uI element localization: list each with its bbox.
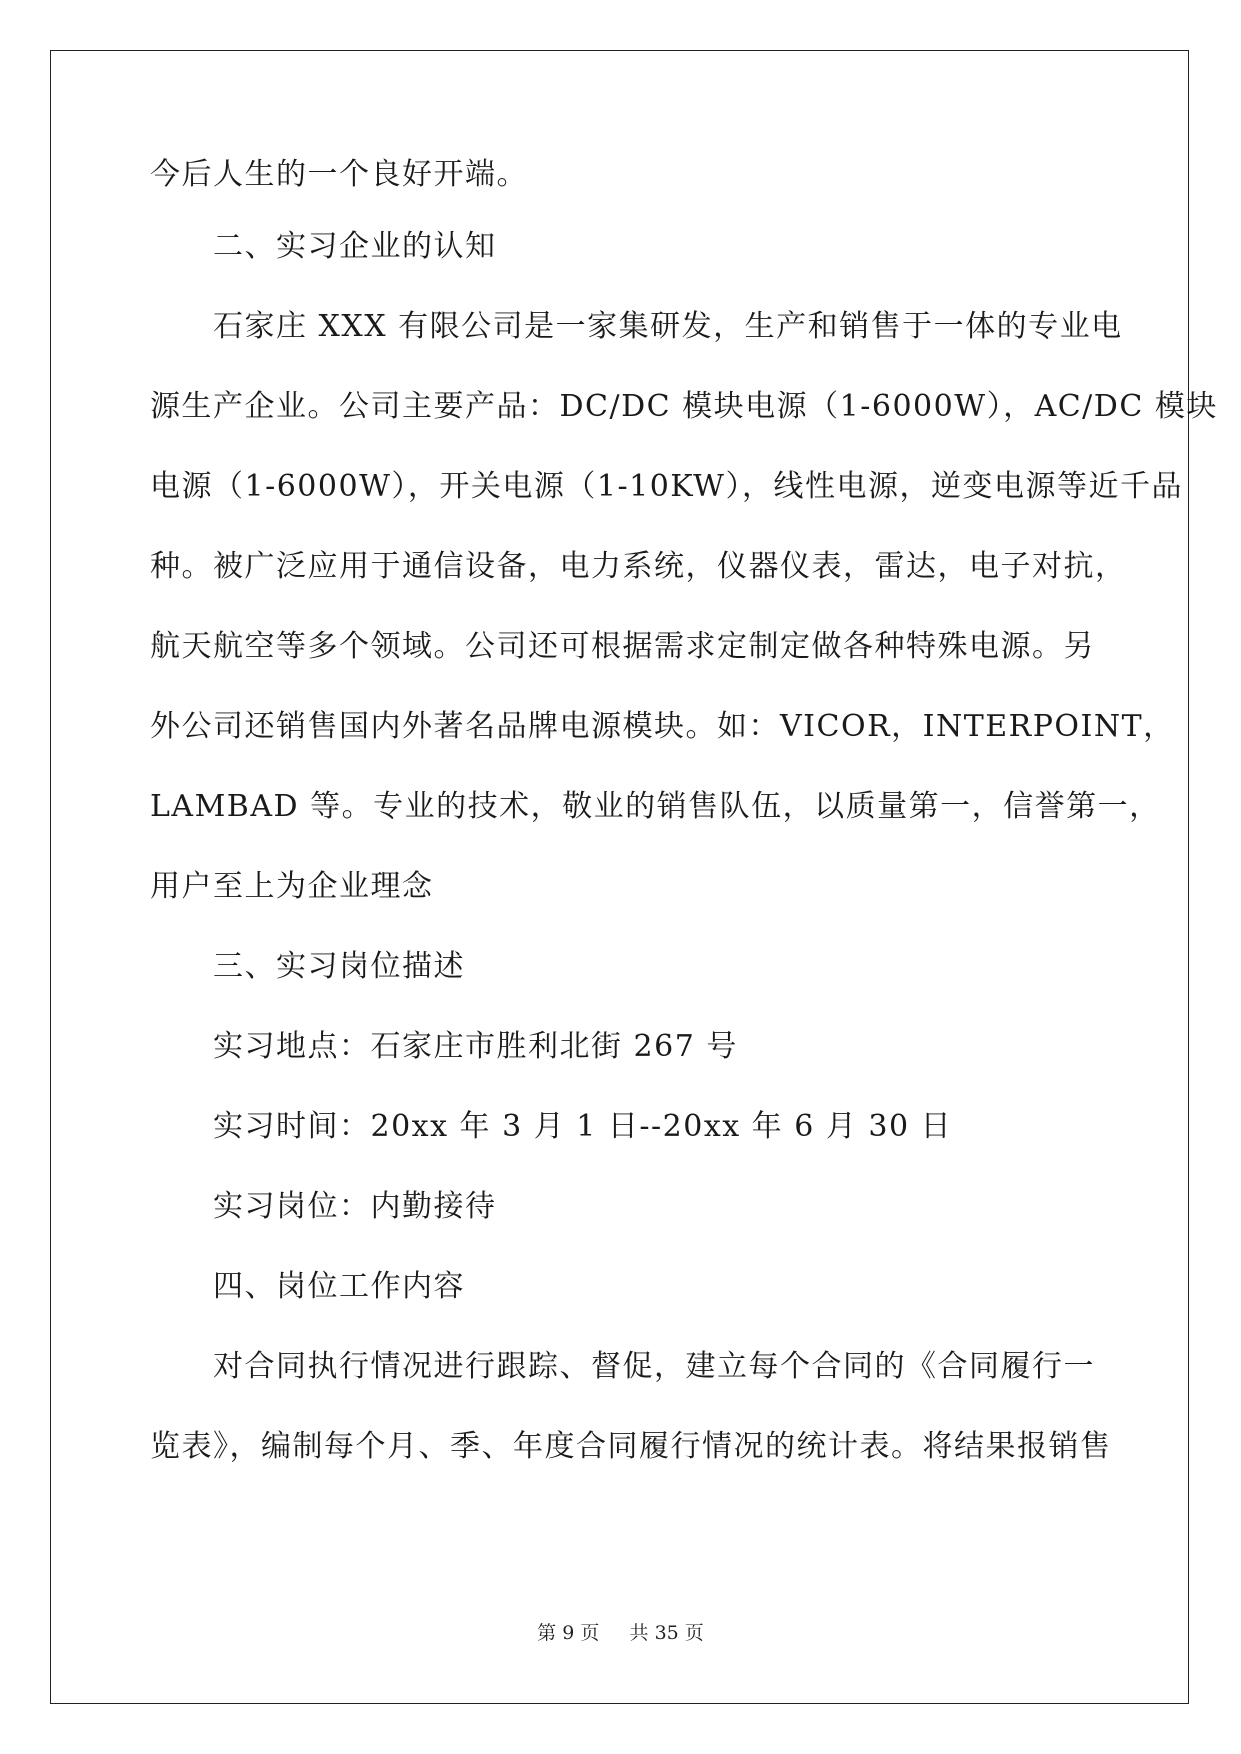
page-number: 第 9 页 <box>537 1622 600 1644</box>
detail-line: 实习岗位：内勤接待 <box>213 1189 497 1224</box>
paragraph-line: 览表》，编制每个月、季、年度合同履行情况的统计表。将结果报销售 <box>150 1429 1112 1464</box>
section-heading: 三、实习岗位描述 <box>213 949 465 984</box>
paragraph-line: 外公司还销售国内外著名品牌电源模块。如：VICOR，INTERPOINT， <box>150 709 1175 744</box>
detail-line: 实习时间：20xx 年 3 月 1 日--20xx 年 6 月 30 日 <box>213 1109 953 1144</box>
body-text-line: 今后人生的一个良好开端。 <box>150 157 528 192</box>
paragraph-line: 用户至上为企业理念 <box>150 869 434 904</box>
paragraph-line: 源生产企业。公司主要产品：DC/DC 模块电源（1-6000W），AC/DC 模块 <box>150 389 1218 424</box>
paragraph-line: LAMBAD 等。专业的技术，敬业的销售队伍，以质量第一，信誉第一， <box>150 789 1161 824</box>
paragraph-line: 石家庄 XXX 有限公司是一家集研发，生产和销售于一体的专业电 <box>213 309 1123 344</box>
paragraph-line: 种。被广泛应用于通信设备，电力系统，仪器仪表，雷达，电子对抗， <box>150 549 1127 584</box>
paragraph-line: 对合同执行情况进行跟踪、督促，建立每个合同的《合同履行一 <box>213 1349 1095 1384</box>
paragraph-line: 电源（1-6000W），开关电源（1-10KW），线性电源，逆变电源等近千品 <box>150 469 1183 504</box>
section-heading: 四、岗位工作内容 <box>213 1269 465 1304</box>
paragraph-line: 航天航空等多个领域。公司还可根据需求定制定做各种特殊电源。另 <box>150 629 1095 664</box>
section-heading: 二、实习企业的认知 <box>213 229 497 264</box>
detail-line: 实习地点：石家庄市胜利北街 267 号 <box>213 1029 738 1064</box>
page-footer <box>0 1618 1241 1645</box>
page-total: 共 35 页 <box>629 1622 704 1644</box>
